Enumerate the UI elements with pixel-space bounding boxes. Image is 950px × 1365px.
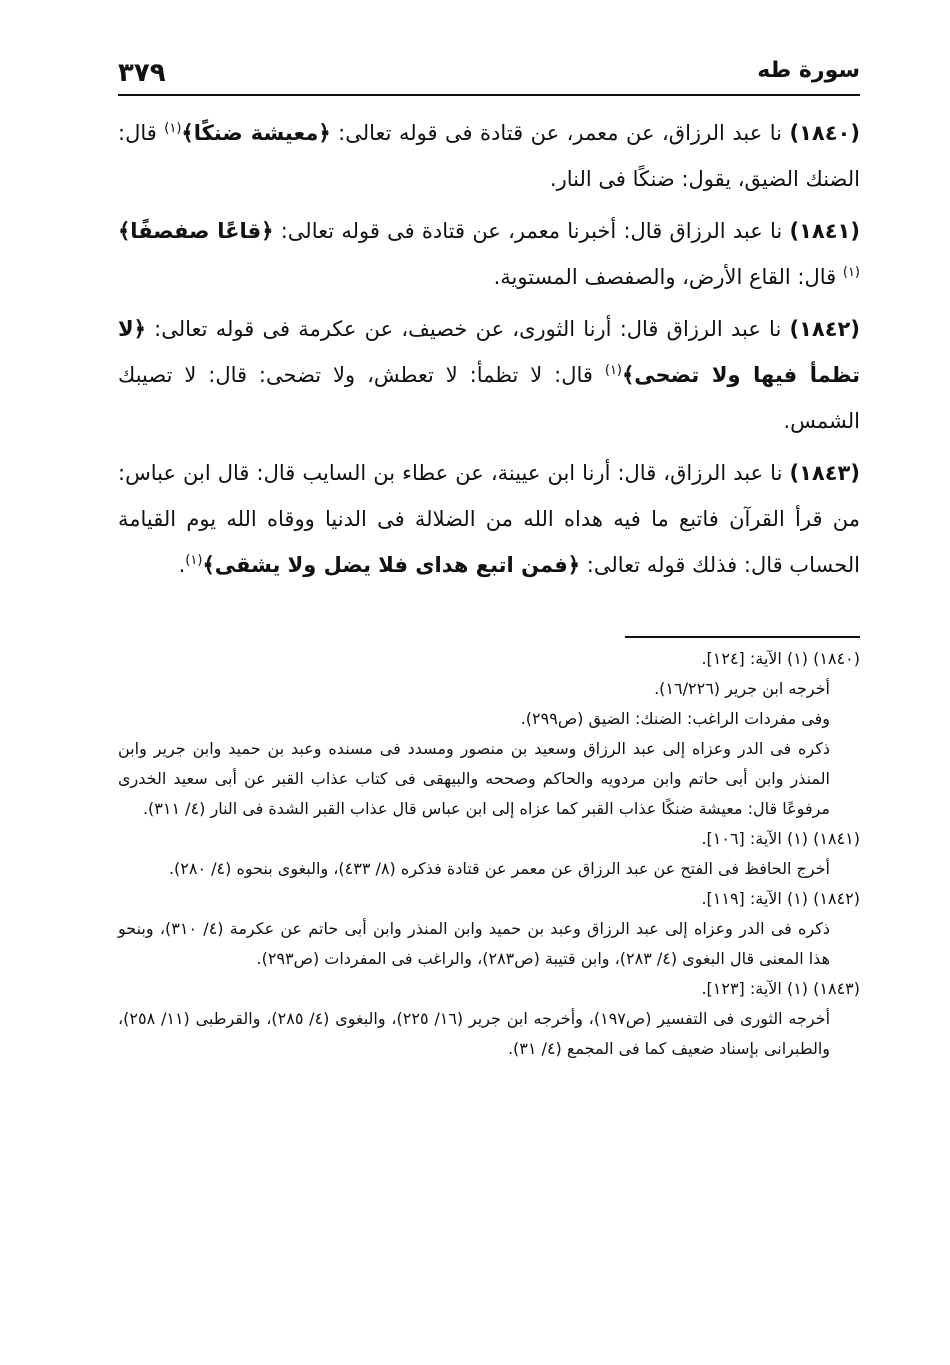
entry-text: نا عبد الرزاق قال: أخبرنا معمر، عن قتادة فى قوله تعالى: (273, 219, 790, 243)
entry-1841 (118, 208, 860, 300)
quran-quote: ﴿قاعًا صفصفًا﴾ (118, 219, 274, 243)
footnote-line: أخرجه الثورى فى التفسير (ص١٩٧)، وأخرجه ابن جرير (١٦/ ٢٢٥)، والبغوى (٤/ ٢٨٥)، والقرطبى (١١/ ٢٥٨)، والطبرانى بإسناد ضعيف كما فى المجمع (٤/ ٣١). (118, 1009, 831, 1058)
footnote-head-1840: (١٨٤٠) (١) الآية: [١٢٤]. (701, 649, 860, 668)
entry-number: (١٨٤٢) (789, 317, 860, 341)
entry-text-end: . (178, 553, 186, 577)
entry-1843 (118, 450, 860, 588)
footnote-line: وفى مفردات الراغب: الضنك: الضيق (ص٢٩٩). (520, 709, 830, 728)
footnote-line: ذكره فى الدر وعزاه إلى عبد الرزاق وعبد بن حميد وابن المنذر وابن أبى حاتم عن عكرمة (٤/ ٣١٠)، وبنحو هذا المعنى قال البغوى (٤/ ٢٨٣)، وابن قتيبة (ص٢٨٣)، والراغب فى المفردات (ص٢٩٣). (118, 919, 831, 968)
entry-number: (١٨٤١) (789, 219, 860, 243)
entry-text-end: قال: لا تظمأ: لا تعطش، ولا تضحى: قال: لا تصيبك الشمس. (118, 363, 860, 433)
footnote-line: ذكره فى الدر وعزاه إلى عبد الرزاق وسعيد بن منصور ومسدد فى مسنده وعبد بن حميد وابن جرير وابن المنذر وابن أبى حاتم وابن مردويه والحاكم وصححه والبيهقى فى كتاب عذاب القبر عن أبى سعيد الخدرى مرفوعًا قال: معيشة ضنكًا عذاب القبر كما عزاه إلى ابن عباس قال عذاب القبر الشدة فى النار (٤/ ٣١١). (118, 739, 830, 818)
footnote-head-1843: (١٨٤٣) (١) الآية: [١٢٣]. (701, 979, 860, 998)
header-rule (118, 94, 860, 96)
entry-number: (١٨٤٣) (789, 461, 860, 485)
quran-quote: ﴿فمن اتبع هداى فلا يضل ولا يشقى﴾ (202, 553, 581, 577)
page-number: ٣٧٩ (118, 58, 166, 88)
footnote-marker: (١) (164, 121, 182, 136)
footnote-marker: (١) (604, 363, 622, 378)
surah-title: سورة طه (757, 58, 860, 83)
footnotes (118, 644, 860, 1064)
entry-text: نا عبد الرزاق قال: أرنا الثورى، عن خصيف، عن عكرمة فى قوله تعالى: (145, 317, 790, 341)
footnote-head-1841: (١٨٤١) (١) الآية: [١٠٦]. (701, 829, 860, 848)
footnote-separator (625, 636, 860, 638)
entry-text-end: قال: الضنك الضيق، يقول: ضنكًا فى النار. (118, 121, 860, 191)
entry-text: نا عبد الرزاق، عن معمر، عن قتادة فى قوله تعالى: (330, 121, 790, 145)
quran-quote: ﴿لا تظمأ فيها ولا تضحى﴾ (118, 317, 860, 387)
footnote-head-1842: (١٨٤٢) (١) الآية: [١١٩]. (701, 889, 860, 908)
footnote-line: أخرج الحافظ فى الفتح عن عبد الرزاق عن معمر عن قتادة فذكره (٨/ ٤٣٣)، والبغوى بنحوه (٤/ ٢٨٠). (168, 859, 830, 878)
entry-text: نا عبد الرزاق، قال: أرنا ابن عيينة، عن عطاء بن السايب قال: قال ابن عباس: من قرأ القرآن فاتبع ما فيه هداه الله من الضلالة فى الدنيا ووقاه الله يوم القيامة الحساب قال: فذلك قوله تعالى: (118, 461, 860, 577)
main-text (118, 110, 860, 594)
footnote-marker: (١) (185, 553, 203, 568)
entry-1840 (118, 110, 860, 202)
page-header (118, 58, 860, 92)
footnote-marker: (١) (842, 265, 860, 280)
footnote-line: أخرجه ابن جرير (١٦/٢٢٦). (654, 679, 830, 698)
entry-1842 (118, 306, 860, 444)
entry-text-end: قال: القاع الأرض، والصفصف المستوية. (493, 265, 843, 289)
quran-quote: ﴿معيشة ضنكًا﴾ (181, 121, 331, 145)
entry-number: (١٨٤٠) (789, 121, 860, 145)
